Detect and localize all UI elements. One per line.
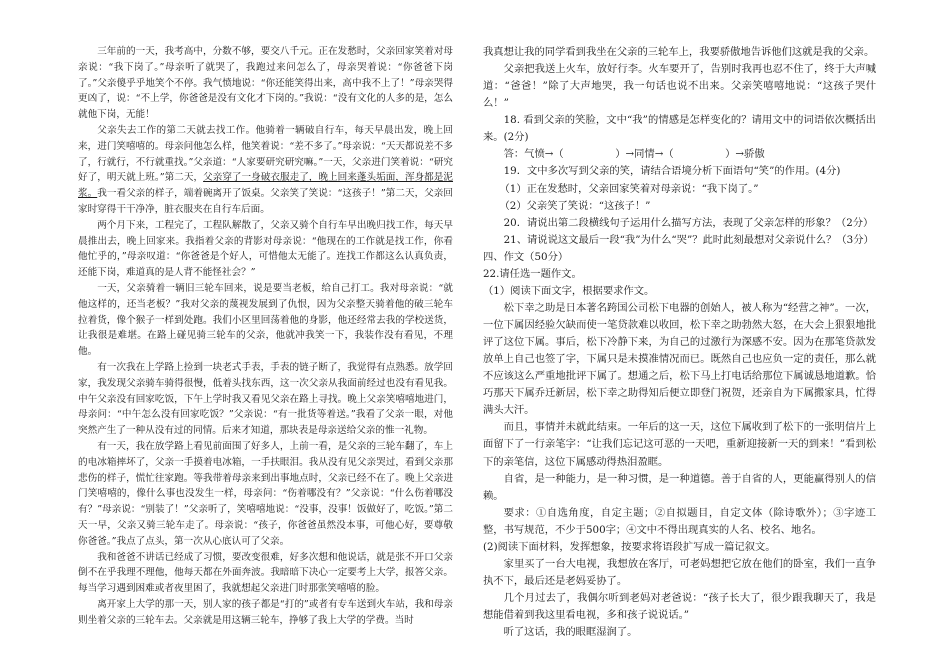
right-column — [483, 44, 876, 641]
option-1-instruction: （1）阅读下面文字，根据要求作文。 — [483, 284, 655, 297]
paragraph-2 — [78, 123, 453, 218]
underlined-sentence: 父亲穿了一身破衣服走了，晚上回来蓬头垢面，浑身都是泥浆。 — [78, 172, 454, 200]
answer-18: 答：气愤→（ ）→同情→（ ）→骄傲 — [503, 148, 765, 161]
paragraph-3: 两个月下来，工程完了，工程队解散了，父亲又骑个自行车早出晚归找工作，每天早晨推出去，晚上回家来。我指着父亲的背影对母亲说：“他现在的工作就是找工作，你看他忙乎的，”母亲叹道：“你爸爸是个好人，可惜他太无能了。连找工作都这么认真负责，还能下岗，难道真的是人背不能怪社会？” — [78, 219, 453, 279]
story-last-paragraph: 父亲把我送上火车，放好行李。火车要开了，告别时我再也忍不住了，终于大声喊道：“爸爸！”除了大声地哭，我一句话也说不出来。父亲笑嘻嘻地说：“这孩子哭什么！” — [483, 63, 876, 110]
section-heading-composition: 四、作文（50分） — [483, 250, 569, 263]
option-1-material: 松下幸之助是日本著名跨国公司松下电器的创始人，被人称为“经营之神”。一次，一位下属因经验欠缺而使一笔贷款难以收回，松下幸之助勃然大怒，在大会上狠狠地批评了这位下属。事后，松下冷静下来，为自己的过激行为深感不安。因为在那笔贷款发放单上自己也签了字，下属只是未摸准情况而已。既然自己也应负一定的责任，那么就不应该这么严重地批评下属了。想通之后，松下马上打电话给那位下属诚恳地道歉。恰巧那天下属乔迁新居，松下幸之助得知后便立即登门祝贺，还亲自为下属搬家具，忙得满头大汗。 — [483, 301, 876, 417]
paragraph-8: 离开家上大学的那一天，别人家的孩子都是“打的”或者有专车送到火车站，我和母亲则坐着父亲的三轮车去。父亲就是用这辆三轮车，挣够了我上大学的学费。当时 — [78, 598, 453, 626]
paragraph-7: 我和爸爸不讲话已经成了习惯，要改变很难，好多次想和他说话，就是张不开口父亲倒不在乎我理不理他，他每天都在外面奔波。我暗暗下决心一定要考上大学，报答父亲。每当学习遇到困难或者夜里困了，我就想起父亲进门时那张笑嘻嘻的脸。 — [78, 551, 453, 595]
option-1-material-3: 自省，是一种能力，是一种习惯，是一种道德。善于自省的人，更能赢得别人的信赖。 — [483, 472, 876, 502]
left-column — [78, 44, 453, 628]
story-ending-line: 我真想让我的同学看到我坐在父亲的三轮车上，我要骄傲地告诉他们这就是我的父亲。 — [483, 46, 875, 58]
paragraph-6: 有一天，我在放学路上看见前面围了好多人，上前一看，是父亲的三轮车翻了，车上的电冰箱摔坏了，父亲一手摸着电冰箱，一手扶眼泪。我从没有见父亲哭过，看到父亲那悲伤的样子，慌忙往家跑。等我带着母亲来到出事地点时，父亲已经不在了。晚上父亲进门笑嘻嘻的，像什么事也没发生一样，母亲问：“伤着哪没有？”父亲说：“什么伤着哪没有？”母亲说：“别装了！”父亲听了，笑嘻嘻地说：“没事，没事！饭做好了，吃饭。”第二天一早，父亲又骑三轮车走了。母亲说：“孩子，你爸爸虽然没本事，可他心好，要尊敬你爸爸。”我点了点头，第一次从心底认可了父亲。 — [78, 440, 453, 547]
paragraph-5: 有一次我在上学路上捡到一块老式手表，手表的链子断了，我觉得有点熟悉。放学回家，我发现父亲骑车骑得很慢，低着头找东西，这一次父亲从我面前经过也没有看见我。中午父亲没有回家吃饭，下午上学时我又看见父亲在路上寻找。晚上父亲笑嘻嘻地进门，母亲问：“中午怎么没有回家吃饭？”父亲说：“有一批货等着送。”我看了父亲一眼，对他突然产生了一种从没有过的同情。后来才知道，那块表是母亲送给父亲的惟一礼物。 — [78, 361, 453, 437]
option-1-material-2: 而且，事情并未就此结束。一年后的这一天，这位下属收到了松下的一张明信片上面留下了一行亲笔字：“让我们忘记这可恶的一天吧，重新迎接新一天的到来！”看到松下的亲笔信，这位下属感动得热泪盈眶。 — [483, 421, 876, 468]
option-1-requirements: 要求：①自选角度，自定主题；②自拟题目，自定文体（除诗歌外）；③字迹工整，书写规范，不少于500字；④文中不得出现真实的人名、校名、地名。 — [483, 506, 876, 536]
question-22: 22.请任选一题作文。 — [483, 267, 582, 280]
question-19-part-1: （1）正在发愁时，父亲回家笑着对母亲说：“我下岗了。” — [499, 182, 759, 195]
paragraph-4: 一天，父亲骑着一辆旧三轮车回来，说是要当老板，给自己打工。我对母亲说：“就他这样的，还当老板？”我对父亲的蔑视发展到了仇恨，因为父亲整天骑着他的破三轮车拉着货，像个猴子一样到处跑。我们小区里回荡着他的身影，他还经常去我的学校送货，让我很是难堪。在路上碰见骑三轮车的父亲，他就冲我笑一下，我装作没有看见，不理他。 — [78, 282, 453, 358]
paragraph-2-text: 父亲失去工作的第二天就去找工作。他骑着一辆破自行车，每天早晨出发，晚上回来，进门笑嘻嘻的。母亲问他怎么样，他笑着说：“差不多了。”母亲说：“天天都说差不多了，行就行，不行就重找。”父亲道：“人家要研究研究嘛。”一天，父亲进门笑着说：“研究好了，明天就上班。”第二天， — [78, 124, 453, 184]
question-20: 20．请说出第二段横线句子运用什么描写方法，表现了父亲怎样的形象？（2分） — [503, 216, 874, 229]
option-2-instruction: (2)阅读下面材料，发挥想象，按要求将语段扩写成一篇记叙文。 — [483, 540, 776, 553]
question-21: 21、请说说这文最后一段“我”为什么“哭”？此时此刻最想对父亲说什么？（3分） — [503, 233, 874, 246]
option-2-material-1: 家里买了一台大电视，我想放在客厅，可老妈想把它放在他们的卧室，我们一直争执不下，最后还是老妈妥协了。 — [483, 557, 876, 587]
question-19-part-2: （2）父亲笑了笑说：“这孩子！” — [499, 199, 651, 212]
question-19: 19．文中多次写到父亲的笑，请结合语境分析下面语句“笑”的作用。(4分) — [503, 165, 841, 178]
paragraph-1: 三年前的一天，我考高中，分数不够，要交八千元。正在发愁时，父亲回家笑着对母亲说：“我下岗了。”母亲听了就哭了，我跑过来问怎么了，母亲哭着说：“你爸爸下岗了。”父亲傻乎乎地笑个不停。我气愤地说：“你还能笑得出来，高中我不上了！”母亲哭得更凶了，说：“不上学，你爸爸是没有文化才下岗的。”我说：“没有文化的人多的是，怎么就他下岗，无能！ — [78, 46, 453, 121]
option-2-material-3: 听了这话，我的眼眶湿润了。 — [503, 626, 638, 639]
option-2-material-2: 几个月过去了，我偶尔听到老妈对老爸说：“孩子长大了，很少跟我聊天了，我是想能借着到我这里看电视，多和孩子说说话。” — [483, 592, 876, 622]
question-18: 18. 看到父亲的笑脸，文中“我”的情感是怎样变化的？请用文中的词语依次概括出来。(2分) — [483, 114, 876, 144]
paragraph-2-tail: 我一看父亲的样子，端着碗离开了饭桌。父亲笑了笑说：“这孩子！”第二天，父亲回家时穿得干干净净，脏衣服夹在自行车后面。 — [78, 188, 454, 215]
